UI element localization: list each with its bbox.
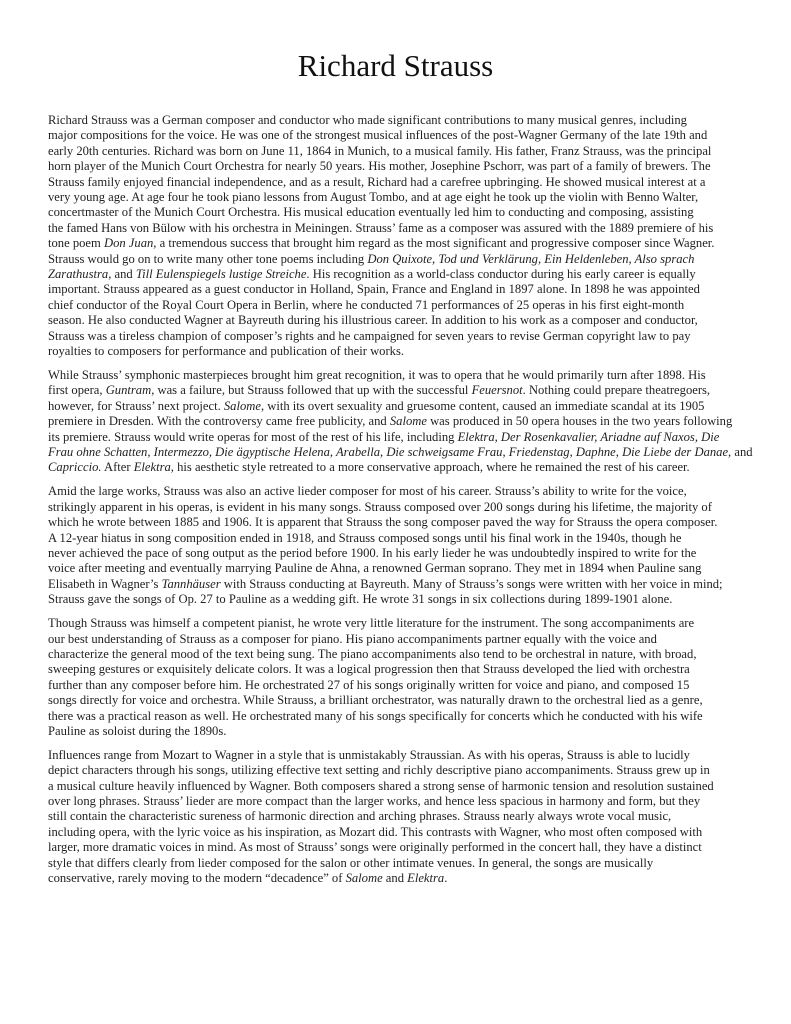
text-segment: season. He also conducted Wagner at Bayreuth during his illustrious career. In addition to his work as a composer and conductor, xyxy=(48,313,698,328)
text-segment: however, for Strauss’ next project. xyxy=(48,398,224,413)
text-line xyxy=(48,113,748,128)
text-segment: over long phrases. Strauss’ lieder are more compact than the larger works, and hence less spacious in harmony and form, but they xyxy=(48,794,701,809)
text-line xyxy=(48,329,748,344)
italic-title-text: Salome xyxy=(389,414,427,429)
text-line xyxy=(48,190,748,205)
text-segment: Strauss gave the songs of Op. 27 to Pauline as a wedding gift. He wrote 31 songs in six collections during 1899-1901 alone. xyxy=(48,592,673,607)
text-line xyxy=(48,368,748,383)
text-line xyxy=(48,825,748,840)
text-line xyxy=(48,445,753,460)
text-segment: A 12-year hiatus in song composition ended in 1918, and Strauss composed songs until his final work in the 1940s, though he xyxy=(48,530,682,545)
text-segment: , a tremendous success that brought him regard as the most significant and progressive composer since Wagner. xyxy=(153,236,715,251)
text-segment: horn player of the Munich Court Orchestra for nearly 50 years. His mother, Josephine Pschorr, was part of a family of brewers. The xyxy=(48,159,711,174)
text-line xyxy=(48,298,748,313)
text-segment: and xyxy=(731,445,753,460)
text-segment: royalties to composers for performance and publication of their works. xyxy=(48,344,405,359)
text-segment: larger, more dramatic voices in mind. As most of Strauss’ songs were originally performed in the concert hall, they have a distinct xyxy=(48,840,702,855)
paragraph xyxy=(48,616,748,739)
text-line xyxy=(48,840,748,855)
italic-title-text: Guntram xyxy=(105,383,152,398)
italic-title-text: Till Eulenspiegels lustige Streiche xyxy=(135,267,307,282)
text-line xyxy=(48,531,748,546)
text-line xyxy=(48,484,748,499)
text-line xyxy=(48,159,748,174)
text-segment: very young age. At age four he took piano lessons from August Tombo, and at age eight he took up the violin with Benno Walter, xyxy=(48,190,699,205)
text-segment: Elisabeth in Wagner’s xyxy=(48,576,162,591)
text-segment: our best understanding of Strauss as a composer for piano. His piano accompaniments partner equally with the voice and xyxy=(48,631,657,646)
text-segment: . His recognition as a world-class conductor during his early career is equally xyxy=(306,267,696,282)
text-segment: Richard Strauss was a German composer and conductor who made significant contributions to many musical genres, including xyxy=(48,113,687,127)
paragraph xyxy=(48,748,748,887)
text-segment: , was a failure, but Strauss followed that up with the successful xyxy=(151,383,472,398)
text-line xyxy=(48,221,748,236)
text-line xyxy=(48,267,748,282)
text-segment: there was a practical reason as well. He orchestrated many of his songs specifically for concerts which he conducted with his wife xyxy=(48,708,703,723)
text-segment: Amid the large works, Strauss was also an active lieder composer for most of his career. Strauss’s ability to write for the voice, xyxy=(48,484,687,499)
text-segment: the famed Hans von Bülow with his orchestra in Meiningen. Strauss’ fame as a composer was assured with the 1889 premiere of his xyxy=(48,220,714,235)
text-segment: concertmaster of the Munich Court Orchestra. His musical education eventually led him to conducting and composing, assisting xyxy=(48,205,694,220)
italic-title-text: Elektra, Der Rosenkavalier, Ariadne auf Naxos, Die xyxy=(457,429,720,444)
italic-title-text: Frau ohne Schatten, Intermezzo, Die ägyptische Helena, Arabella, Die schweigsame Frau, Friedenstag, Daphne, Die Liebe der Danae, xyxy=(48,445,732,460)
text-segment: its premiere. Strauss would write operas for most of the rest of his life, including xyxy=(48,429,458,444)
text-segment: Though Strauss was himself a competent pianist, he wrote very little literature for the instrument. The song accompaniments are xyxy=(48,616,695,631)
text-segment: , and xyxy=(108,267,136,282)
text-segment: and xyxy=(382,871,408,886)
text-segment: Strauss family enjoyed financial independence, and as a result, Richard had a carefree upbringing. He showed musical interest at a xyxy=(48,174,706,189)
text-segment: style that differs clearly from lieder composed for the salon or other intimate venues. In general, the songs are musically xyxy=(48,855,654,870)
text-segment: . xyxy=(444,871,448,886)
text-segment: Influences range from Mozart to Wagner in a style that is unmistakably Straussian. As with his operas, Strauss is able to lucidly xyxy=(48,747,690,762)
text-line xyxy=(48,748,748,763)
document-body xyxy=(48,113,753,895)
text-line xyxy=(48,344,748,359)
text-segment: first opera, xyxy=(48,383,106,398)
italic-title-text: Feuersnot xyxy=(471,383,523,398)
text-segment: which he wrote between 1885 and 1906. It is apparent that Strauss the song composer paved the way for Strauss the opera composer. xyxy=(48,515,718,530)
text-line xyxy=(48,460,748,475)
text-line xyxy=(48,561,748,576)
text-segment: After xyxy=(101,460,134,475)
text-segment: a musical culture heavily influenced by Wagner. Both composers shared a strong sense of harmonic tension and resolution sustained xyxy=(48,778,714,793)
italic-title-text: Tannhäuser xyxy=(161,576,221,591)
text-line xyxy=(48,693,748,708)
text-line xyxy=(48,313,748,328)
italic-title-text: Salome xyxy=(223,398,261,413)
text-line xyxy=(48,709,748,724)
text-segment: important. Strauss appeared as a guest conductor in Holland, Spain, France and England in 1897 alone. In 1898 he was appointed xyxy=(48,282,700,297)
text-segment: , with its overt sexuality and gruesome content, caused an immediate scandal at its 1905 xyxy=(260,398,705,413)
text-segment: Strauss was a tireless champion of composer’s rights and he campaigned for seven years to revise German copyright law to pay xyxy=(48,328,691,343)
text-segment: conservative, rarely moving to the modern “decadence” of xyxy=(48,871,346,886)
text-line xyxy=(48,662,748,677)
text-segment: sweeping gestures or exquisitely delicate colors. It was a logical progression then that Strauss developed the lied with orchestra xyxy=(48,662,690,677)
text-segment: songs directly for voice and orchestra. While Strauss, a brilliant orchestrator, was naturally drawn to the orchestral lied as a genre, xyxy=(48,693,703,708)
text-segment: Strauss would go on to write many other tone poems including xyxy=(48,251,368,266)
text-line xyxy=(48,577,748,592)
text-segment: was produced in 50 opera houses in the two years following xyxy=(426,414,733,429)
text-segment: voice after meeting and eventually marrying Pauline de Ahna, a renowned German soprano. They met in 1894 when Pauline sang xyxy=(48,561,702,576)
text-line xyxy=(48,282,748,297)
text-line xyxy=(48,236,748,251)
italic-title-text: Don Juan xyxy=(103,236,154,251)
text-line xyxy=(48,515,748,530)
text-line xyxy=(48,871,748,886)
text-segment: including opera, with the lyric voice as his inspiration, as Mozart did. This contrasts with Wagner, who most often composed with xyxy=(48,824,703,839)
italic-title-text: Capriccio. xyxy=(48,460,102,475)
text-segment: still contain the characteristic sureness of harmonic direction and arching phrases. Strauss nearly always wrote vocal music, xyxy=(48,809,672,824)
text-line xyxy=(48,414,748,429)
text-line xyxy=(48,430,748,445)
text-segment: depict characters through his songs, utilizing effective text setting and richly descriptive piano accompaniments. Strauss grew up in xyxy=(48,763,710,778)
text-line xyxy=(48,763,748,778)
text-segment: While Strauss’ symphonic masterpieces brought him great recognition, it was to opera that he would primarily turn after 1898. His xyxy=(48,368,706,382)
text-segment: early 20th centuries. Richard was born on June 11, 1864 in Munich, to a musical family. His father, Franz Strauss, was the principal xyxy=(48,143,712,158)
text-segment: Pauline as soloist during the 1890s. xyxy=(48,723,227,738)
text-segment: major compositions for the voice. He was one of the strongest musical influences of the post-Wagner Germany of the late 19th and xyxy=(48,128,708,143)
italic-title-text: Don Quixote, Tod und Verklärung, Ein Heldenleben, Also sprach xyxy=(367,251,695,266)
text-line xyxy=(48,616,748,631)
paragraph xyxy=(48,368,753,476)
text-line xyxy=(48,205,748,220)
text-line xyxy=(48,779,748,794)
italic-title-text: Salome xyxy=(345,871,383,886)
page-title: Richard Strauss xyxy=(297,48,494,83)
paragraph xyxy=(48,113,748,360)
text-line xyxy=(48,724,748,739)
text-line xyxy=(48,632,748,647)
italic-title-text: Elektra xyxy=(407,871,445,886)
text-segment: tone poem xyxy=(48,236,104,251)
text-line xyxy=(48,500,748,515)
text-line xyxy=(48,252,748,267)
text-segment: characterize the general mood of the text being sung. The piano accompaniments also tend to be orchestral in nature, with broad, xyxy=(48,646,697,661)
text-line xyxy=(48,144,748,159)
text-segment: with Strauss conducting at Bayreuth. Many of Strauss’s songs were written with her voice in mind; xyxy=(220,576,723,591)
italic-title-text: Elektra xyxy=(133,460,171,475)
text-segment: never achieved the pace of song output as the period before 1900. In his early lieder he was undoubtedly inspired to write for the xyxy=(48,545,697,560)
text-segment: further than any composer before him. He orchestrated 27 of his songs originally written for voice and piano, and composed 15 xyxy=(48,677,690,692)
text-line xyxy=(48,128,748,143)
paragraph xyxy=(48,484,748,607)
text-line xyxy=(48,399,748,414)
text-line xyxy=(48,647,748,662)
text-segment: chief conductor of the Royal Court Opera in Berlin, where he conducted 71 performances of 25 operas in his first eight-month xyxy=(48,297,685,312)
text-line xyxy=(48,809,748,824)
text-line xyxy=(48,546,748,561)
text-line xyxy=(48,592,748,607)
text-segment: . Nothing could prepare theatregoers, xyxy=(522,383,711,398)
text-segment: , his aesthetic style retreated to a more conservative approach, where he remained the rest of his career. xyxy=(170,460,690,475)
text-line xyxy=(48,794,748,809)
text-segment: premiere in Dresden. With the controversy came free publicity, and xyxy=(48,414,390,429)
text-segment: strikingly apparent in his operas, is evident in his many songs. Strauss composed over 200 songs during his lifetime, the majority of xyxy=(48,499,712,514)
text-line xyxy=(48,678,748,693)
text-line xyxy=(48,383,748,398)
italic-title-text: Zarathustra xyxy=(48,267,109,282)
text-line xyxy=(48,175,748,190)
text-line xyxy=(48,856,748,871)
